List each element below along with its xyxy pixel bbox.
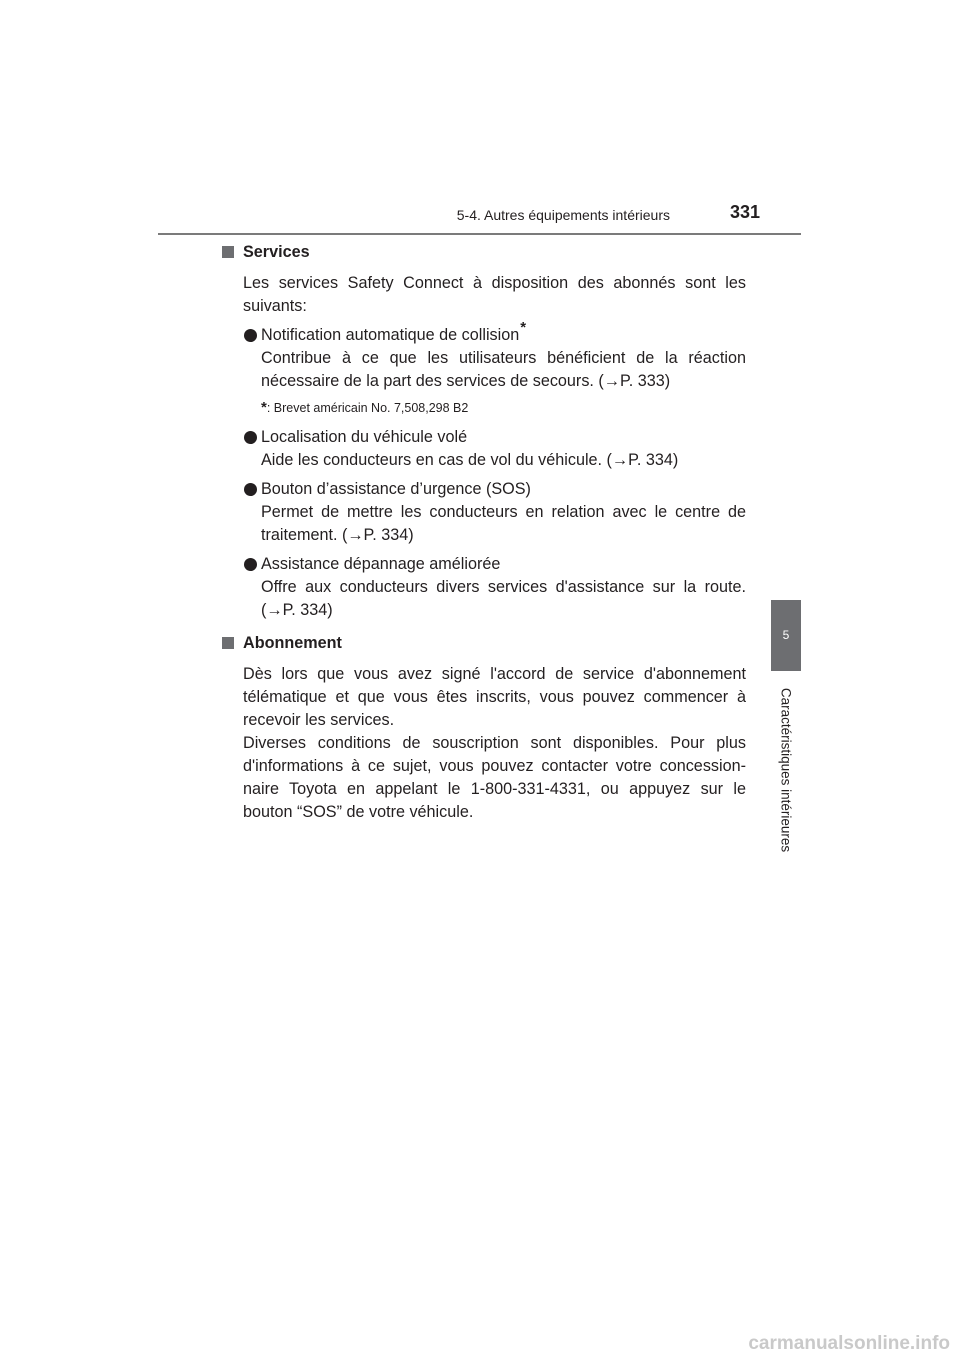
list-item-title: Notification automatique de collision* <box>261 319 527 344</box>
square-bullet-icon <box>222 637 234 649</box>
footnote-star: * <box>261 399 267 416</box>
bullet-dot-icon <box>244 431 257 444</box>
list-item <box>222 478 746 547</box>
header-section-title: 5-4. Autres équipements intérieurs <box>456 207 670 223</box>
list-item-title: Assistance dépannage améliorée <box>261 555 501 573</box>
section-heading-services <box>222 241 746 264</box>
chapter-tab[interactable] <box>771 600 801 671</box>
page-number: 331 <box>729 202 760 222</box>
page-content <box>222 241 746 824</box>
list-item-description: Contribue à ce que les utilisateurs bénéficient de la réaction nécessaire de la part des services de secours. (→P. 333) <box>261 349 746 390</box>
abonnement-paragraph-1: Dès lors que vous avez signé l'accord de service d'abonnement télématique et que vous êtes inscrits, vous pouvez commencer à recevoir les services. <box>243 665 746 729</box>
bullet-dot-icon <box>244 558 257 571</box>
list-item <box>222 319 746 393</box>
chapter-title: Caractéristiques intérieures <box>778 687 794 853</box>
list-item <box>222 553 746 622</box>
list-item-title: Bouton d’assistance d’urgence (SOS) <box>261 480 531 498</box>
list-item-description: Aide les conducteurs en cas de vol du véhicule. (→P. 334) <box>261 451 679 469</box>
list-item <box>222 426 746 472</box>
list-item-description: Offre aux conducteurs divers services d'assistance sur la route. (→P. 334) <box>261 578 746 619</box>
section-heading-abonnement <box>222 632 746 655</box>
footnote-marker: * <box>520 319 527 336</box>
section-heading-text: Abonnement <box>243 634 342 652</box>
square-bullet-icon <box>222 246 234 258</box>
chapter-label-container <box>771 680 801 860</box>
abonnement-paragraph-2: Diverses conditions de souscription sont disponibles. Pour plus d'informations à ce sujet, vous pouvez contacter votre concession- naire Toyota en appelant le 1-800-331-4331, ou appuyez sur le bouton “SOS” de votre véhicule. <box>243 734 746 821</box>
section-heading-text: Services <box>243 243 310 261</box>
header-rule <box>158 233 801 235</box>
services-intro: Les services Safety Connect à disposition des abonnés sont les suivants: <box>243 274 746 315</box>
footnote-text: : Brevet américain No. 7,508,298 B2 <box>266 401 469 415</box>
footnote <box>222 396 746 420</box>
list-item-description: Permet de mettre les conducteurs en relation avec le centre de traitement. (→P. 334) <box>261 503 746 544</box>
list-item-title: Localisation du véhicule volé <box>261 428 468 446</box>
bullet-dot-icon <box>244 329 257 342</box>
bullet-dot-icon <box>244 483 257 496</box>
chapter-number: 5 <box>782 628 790 642</box>
watermark: carmanualsonline.info <box>748 1333 950 1354</box>
